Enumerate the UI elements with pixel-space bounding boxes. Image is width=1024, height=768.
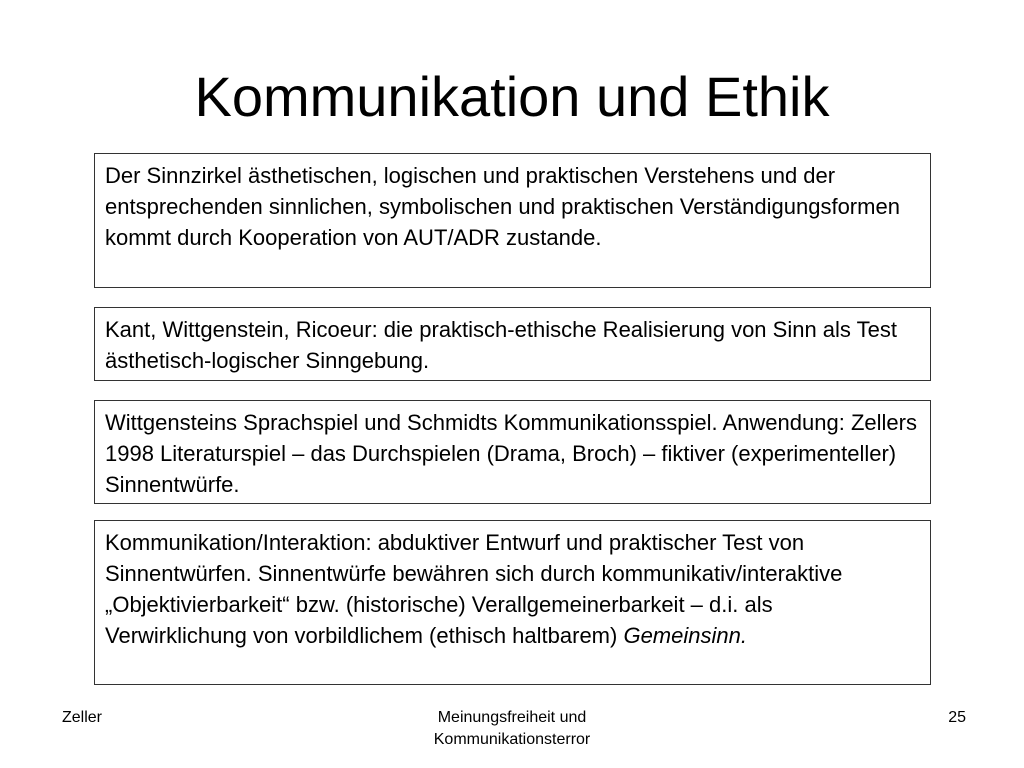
text-box-content: Kommunikation/Interaktion: abduktiver Entwurf und praktischer Test von Sinnentwürfen. Sinnentwürfe bewähren sich durch kommunikativ/interaktive „Objektivierbarkeit“ bzw. (historische) Verallgemeinerbarkeit – d.i. als Verwirklichung von vorbildlichem (ethisch haltbarem) [105, 530, 843, 648]
text-box-sprachspiel [94, 400, 931, 504]
footer-title-line-1: Meinungsfreiheit und [437, 709, 587, 726]
text-box-content: Wittgensteins Sprachspiel und Schmidts Kommunikationsspiel. Anwendung: Zellers 1998 Literaturspiel – das Durchspielen (Drama, Broch) – fiktiver (experimenteller) Sinnentwürfe. [105, 410, 917, 497]
page-number: 25 [948, 709, 966, 726]
footer-title-line-2: Kommunikationsterror [433, 731, 591, 748]
footer-author: Zeller [62, 709, 103, 726]
text-box-kant-wittgenstein-ricoeur [94, 307, 931, 381]
slide-title: Kommunikation und Ethik [194, 65, 830, 128]
text-box-emphasis: Gemeinsinn. [623, 623, 747, 648]
text-box-content: Kant, Wittgenstein, Ricoeur: die praktisch-ethische Realisierung von Sinn als Test ästhetisch-logischer Sinngebung. [105, 317, 897, 373]
footer-title [362, 707, 662, 751]
text-box-content: Der Sinnzirkel ästhetischen, logischen und praktischen Verstehens und der entsprechenden sinnlichen, symbolischen und praktischen Verständigungsformen kommt durch Kooperation von AUT/ADR zustande. [105, 163, 900, 250]
text-box-kommunikation-interaktion [94, 520, 931, 685]
text-box-sinnzirkel [94, 153, 931, 288]
